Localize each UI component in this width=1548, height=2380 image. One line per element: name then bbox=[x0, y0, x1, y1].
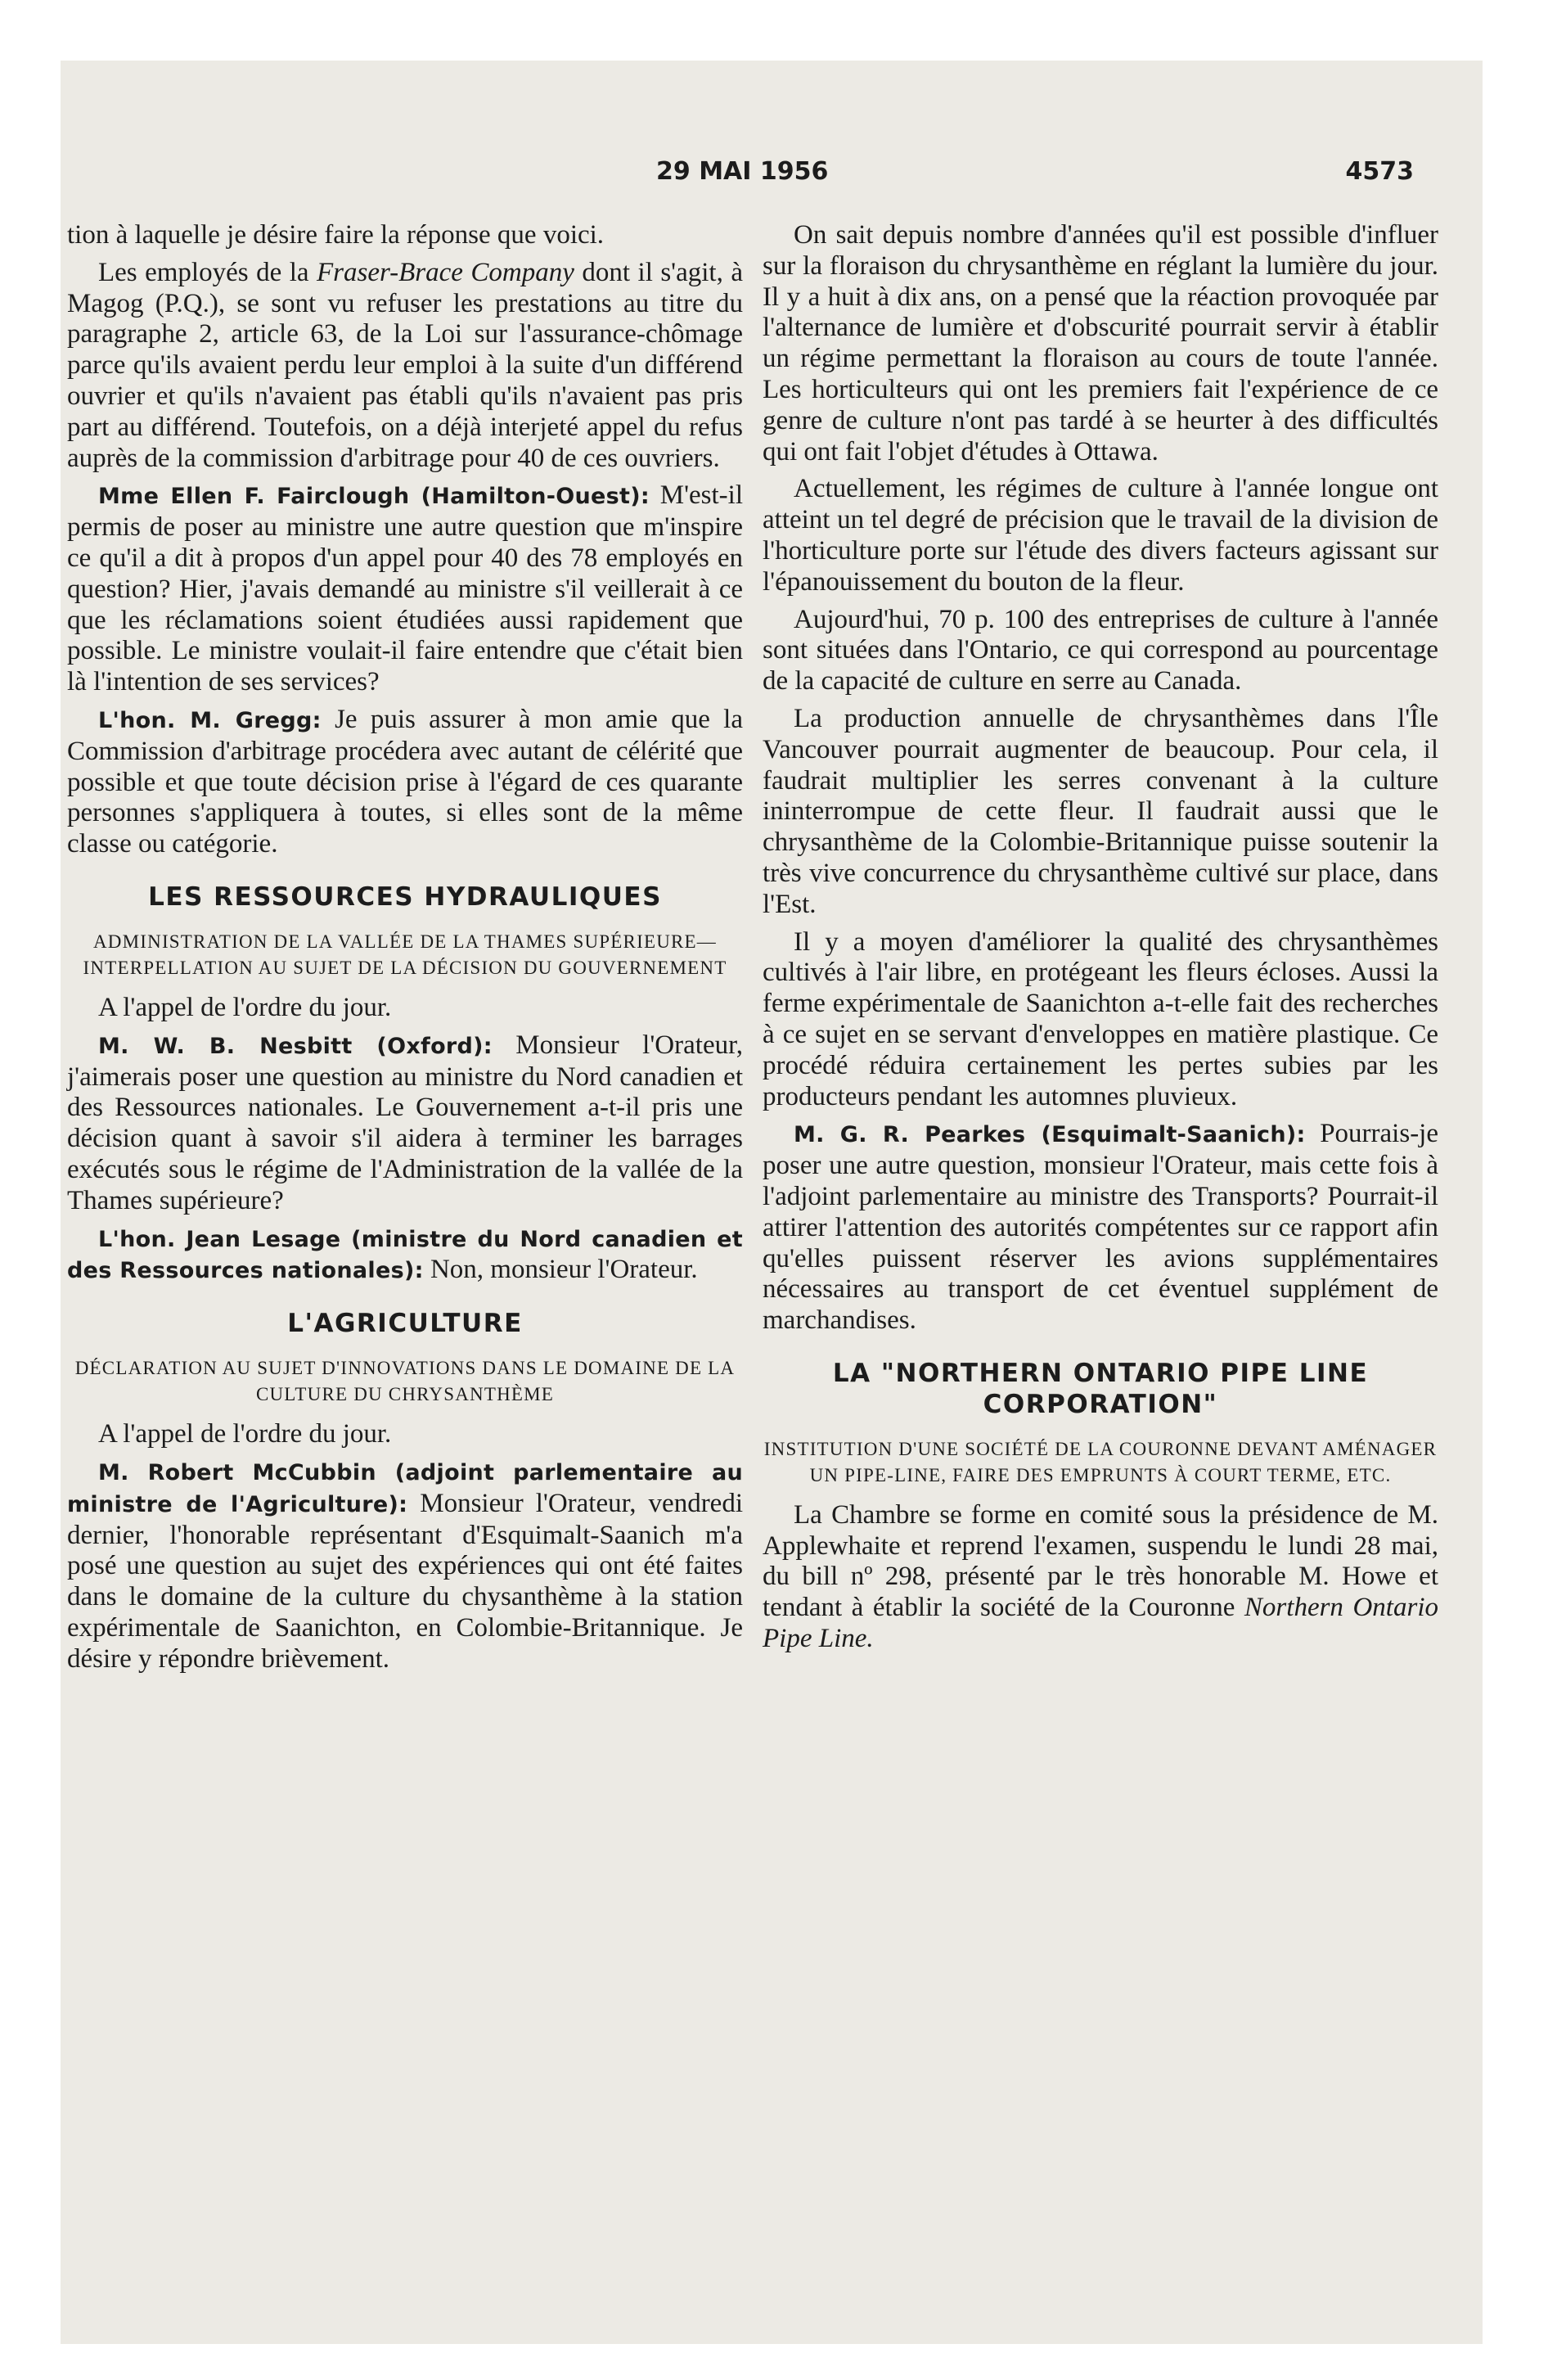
paragraph: On sait depuis nombre d'années qu'il est possible d'influer sur la floraison du chrysanthème en réglant la lumière du jour. Il y a huit à dix ans, on a pensé que la réaction provoquée par l'alternance de lumière et d'obscurité pourrait servir à établir un régime permettant la floraison au cours de toute l'année. Les horticulteurs qui ont les premiers fait l'expérience de ce genre de culture n'ont pas tardé à se heurter à des difficultés qui ont fait l'objet d'études à Ottawa. bbox=[763, 220, 1438, 467]
paragraph: Actuellement, les régimes de culture à l'année longue ont atteint un tel degré de précision que le travail de la division de l'horticulture porte sur l'étude des divers facteurs agissant sur l'épanouissement du bouton de la fleur. bbox=[763, 474, 1438, 597]
speech-mccubbin bbox=[67, 1457, 743, 1675]
paragraph: tion à laquelle je désire faire la réponse que voici. bbox=[67, 220, 605, 250]
speech-pearkes bbox=[763, 1119, 1438, 1336]
speech-text: Non, monsieur l'Orateur. bbox=[423, 1255, 698, 1285]
paragraph bbox=[763, 1500, 1438, 1655]
section-subheading: DÉCLARATION AU SUJET D'INNOVATIONS DANS LE DOMAINE DE LA CULTURE DU CHRYSANTHÈME bbox=[74, 1358, 736, 1405]
paragraph: Aujourd'hui, 70 p. 100 des entreprises de culture à l'année sont situées dans l'Ontario, ce qui correspond au pourcentage de la capacité de culture en serre au Canada. bbox=[763, 604, 1438, 696]
text-run: La Chambre se forme en comité sous la présidence de M. Applewhaite et reprend l'examen, suspendu le lundi 28 mai, du bill nº 298, présenté par le très honorable M. Howe et tendant à établir la société de la Couronne bbox=[763, 1499, 1438, 1623]
speech-text: Monsieur l'Orateur, vendredi dernier, l'honorable représentant d'Esquimalt-Saanich m'a posé une question au sujet des expériences qui ont été faites dans le domaine de la culture du chysanthème à la station expérimentale de Saanichton, en Colombie-Britannique. Je désire y répondre brièvement. bbox=[67, 1488, 743, 1674]
paragraph: Il y a moyen d'améliorer la qualité des chrysanthèmes cultivés à l'air libre, en protégeant les fleurs écloses. Aussi la ferme expérimentale de Saanichton a-t-elle fait des recherches à ce sujet en se servant d'enveloppes en matière plastique. Ce procédé réduira certainement les pertes subies par les producteurs pendant les automnes pluvieux. bbox=[763, 926, 1438, 1111]
page-date: 29 MAI 1956 bbox=[656, 157, 829, 186]
text-run: Les employés de la bbox=[98, 257, 317, 287]
order-of-day: A l'appel de l'ordre du jour. bbox=[98, 992, 392, 1022]
speech-text: Pourrais-je poser une autre question, monsieur l'Orateur, mais cette fois à l'adjoint parlementaire au ministre des Transports? Pourrait-il attirer l'attention des autorités compétentes sur ce rapport afin qu'elles puissent réserver les avions supplémentaires nécessaires au transport de cet éventuel supplément de marchandises. bbox=[763, 1119, 1438, 1336]
company-name: Northern Ontario Pipe Line. bbox=[763, 1593, 1438, 1654]
order-of-day: A l'appel de l'ordre du jour. bbox=[98, 1419, 392, 1449]
section-heading: LA "NORTHERN ONTARIO PIPE LINE CORPORATION" bbox=[832, 1358, 1369, 1419]
speaker-name: M. W. B. Nesbitt (Oxford): bbox=[98, 1033, 493, 1059]
speaker-name: L'hon. M. Gregg: bbox=[98, 707, 322, 733]
page-header bbox=[61, 157, 1483, 198]
paragraph bbox=[67, 258, 743, 475]
speaker-name: L'hon. Jean Lesage (ministre du Nord canadien et des Ressources nationales): bbox=[67, 1226, 743, 1284]
right-column bbox=[763, 220, 1438, 1661]
text-run: dont il s'agit, à Magog (P.Q.), se sont vu refuser les prestations au titre du paragraphe 2, article 63, de la Loi sur l'assurance-chômage parce qu'ils avaient perdu leur emploi à la suite d'un différend ouvrier et qu'ils n'avaient pas établi qu'ils n'avaient pas pris part au différend. Toutefois, on a déjà interjeté appel du refus auprès de la commission d'arbitrage pour 40 de ces ouvriers. bbox=[67, 257, 743, 473]
paragraph: La production annuelle de chrysanthèmes dans l'Île Vancouver pourrait augmenter de beaucoup. Pour cela, il faudrait multiplier les serres convenant à la culture ininterrompue de cette fleur. Il faudrait aussi que le chrysanthème de la Colombie-Britannique puisse soutenir la très vive concurrence du chrysanthème cultivé sur place, dans l'Est. bbox=[763, 703, 1438, 919]
speech-fairclough bbox=[67, 480, 743, 698]
speech-gregg bbox=[67, 705, 743, 860]
company-name: Fraser-Brace Company bbox=[316, 257, 574, 287]
speech-text: Je puis assurer à mon amie que la Commission d'arbitrage procédera avec autant de célérité que possible et que toute décision prise à l'égard de ces quarante personnes s'appliquera à toutes, si elles sont de la même classe ou catégorie. bbox=[67, 704, 743, 859]
speaker-name: M. G. R. Pearkes (Esquimalt-Saanich): bbox=[794, 1122, 1306, 1148]
left-column bbox=[67, 220, 743, 1681]
speaker-name: M. Robert McCubbin (adjoint parlementaire au ministre de l'Agriculture): bbox=[67, 1459, 743, 1517]
hansard-page bbox=[61, 61, 1483, 2344]
section-heading: L'AGRICULTURE bbox=[287, 1309, 523, 1339]
section-subheading: ADMINISTRATION DE LA VALLÉE DE LA THAMES SUPÉRIEURE—INTERPELLATION AU SUJET DE LA DÉCISION DU GOUVERNEMENT bbox=[83, 931, 727, 978]
speech-nesbitt bbox=[67, 1030, 743, 1217]
section-subheading: INSTITUTION D'UNE SOCIÉTÉ DE LA COURONNE DEVANT AMÉNAGER UN PIPE-LINE, FAIRE DES EMPRUNTS À COURT TERME, ETC. bbox=[763, 1438, 1438, 1485]
speech-lesage bbox=[67, 1224, 743, 1287]
section-heading: LES RESSOURCES HYDRAULIQUES bbox=[148, 881, 662, 912]
page-number: 4573 bbox=[1345, 157, 1414, 186]
speech-text: M'est-il permis de poser au ministre une autre question que m'inspire ce qu'il a dit à propos d'un appel pour 40 des 78 employés en question? Hier, j'avais demandé au ministre s'il veillerait à ce que les réclamations soient étudiées aussi rapidement que possible. Le ministre voulait-il faire entendre que c'était bien là l'intention de ses services? bbox=[67, 480, 743, 697]
speech-text: Monsieur l'Orateur, j'aimerais poser une question au ministre du Nord canadien et des Ressources nationales. Le Gouvernement a-t-il pris une décision quant à savoir s'il aidera à terminer les barrages exécutés sous le régime de l'Administration de la vallée de la Thames supérieure? bbox=[67, 1030, 744, 1215]
speaker-name: Mme Ellen F. Fairclough (Hamilton-Ouest): bbox=[98, 484, 650, 510]
